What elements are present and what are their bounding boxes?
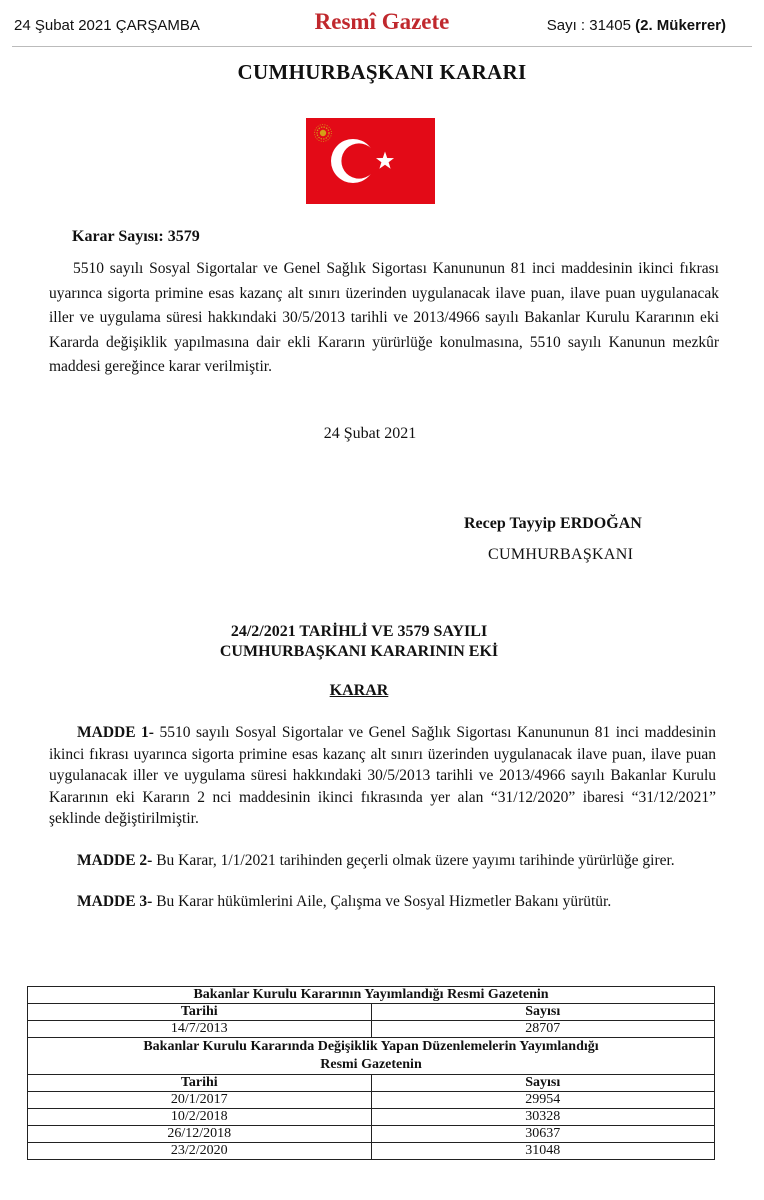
article-3-label: MADDE 3- bbox=[77, 893, 153, 910]
annex-heading: KARAR bbox=[329, 682, 389, 699]
annex-title bbox=[0, 622, 718, 662]
signer-title: CUMHURBAŞKANI bbox=[488, 546, 634, 563]
decision-number: Karar Sayısı: 3579 bbox=[72, 228, 200, 245]
table-header-row bbox=[28, 1004, 715, 1021]
header-date: 24 Şubat 2021 ÇARŞAMBA bbox=[14, 17, 200, 34]
col-date-header: Tarihi bbox=[28, 1004, 372, 1021]
section2-title-line1: Bakanlar Kurulu Kararında Değişiklik Yapan Düzenlemelerin Yayımlandığı bbox=[143, 1039, 599, 1054]
col-number-header: Sayısı bbox=[371, 1004, 715, 1021]
articles bbox=[49, 722, 716, 913]
header-divider bbox=[12, 46, 752, 47]
col-date-header-2: Tarihi bbox=[28, 1075, 372, 1092]
decision-intro bbox=[49, 257, 719, 380]
row-date: 23/2/2020 bbox=[28, 1143, 372, 1160]
annex-title-line1: 24/2/2021 TARİHLİ VE 3579 SAYILI bbox=[230, 623, 488, 640]
table-row bbox=[28, 1092, 715, 1109]
intro-paragraph: 5510 sayılı Sosyal Sigortalar ve Genel Sağlık Sigortası Kanununun 81 inci maddesinin ikinci fıkrası uyarınca sigorta primine esas kazanç alt sınırı üzerinden uygulanacak ilave puan, ilave puan uygulanacak iller ve uygulama süresi hakkındaki 30/5/2013 tarihli ve 2013/4966 sayılı Bakanlar Kurulu Kararının eki Kararda değişiklik yapılmasına dair ekli Kararın yürürlüğe konulmasına, 5510 sayılı Kanunun mezkûr maddesi gereğince karar verilmiştir. bbox=[49, 260, 719, 375]
row-number: 31048 bbox=[371, 1143, 715, 1160]
table-row bbox=[28, 1143, 715, 1160]
article-1-label: MADDE 1- bbox=[77, 724, 154, 741]
document-title: CUMHURBAŞKANI KARARI bbox=[237, 60, 527, 84]
table-header-row-2 bbox=[28, 1075, 715, 1092]
article-3 bbox=[49, 891, 716, 913]
col-number-header-2: Sayısı bbox=[371, 1075, 715, 1092]
turkish-flag-icon bbox=[306, 118, 435, 204]
annex-title-line2: CUMHURBAŞKANI KARARININ EKİ bbox=[219, 643, 499, 660]
article-1-text: 5510 sayılı Sosyal Sigortalar ve Genel Sağlık Sigortası Kanununun 81 inci maddesinin ikinci fıkrası uyarınca sigorta primine esas kazanç alt sınırı üzerinden uygulanacak ilave puan, ilave puan uygulanacak iller ve uygulama süresi hakkındaki 30/5/2013 tarihli ve 2013/4966 sayılı Bakanlar Kurulu Kararının eki Kararın 2 nci maddesinin ikinci fıkrasında yer alan “31/12/2020” ibaresi “31/12/2021” şeklinde değiştirilmiştir. bbox=[49, 724, 716, 827]
section2-title-line2: Resmi Gazetenin bbox=[320, 1057, 422, 1072]
signature-date: 24 Şubat 2021 bbox=[323, 425, 417, 442]
table-section2-title-row bbox=[28, 1038, 715, 1075]
signer-name: Recep Tayyip ERDOĞAN bbox=[464, 515, 642, 532]
row-number: 30328 bbox=[371, 1109, 715, 1126]
row-number: 28707 bbox=[371, 1021, 715, 1038]
section2-title bbox=[28, 1038, 715, 1075]
row-number: 30637 bbox=[371, 1126, 715, 1143]
table-row bbox=[28, 1109, 715, 1126]
section1-title: Bakanlar Kurulu Kararının Yayımlandığı Resmi Gazetenin bbox=[28, 987, 715, 1004]
gazette-title: Resmî Gazete bbox=[314, 9, 450, 34]
row-date: 20/1/2017 bbox=[28, 1092, 372, 1109]
gazette-header bbox=[0, 0, 764, 52]
table-section1-title-row bbox=[28, 987, 715, 1004]
issue-prefix: Sayı : 31405 bbox=[546, 17, 631, 34]
row-date: 10/2/2018 bbox=[28, 1109, 372, 1126]
row-number: 29954 bbox=[371, 1092, 715, 1109]
table-row bbox=[28, 1021, 715, 1038]
issue-suffix: (2. Mükerrer) bbox=[635, 17, 726, 34]
row-date: 26/12/2018 bbox=[28, 1126, 372, 1143]
issue-number bbox=[547, 17, 726, 34]
article-3-text: Bu Karar hükümlerini Aile, Çalışma ve Sosyal Hizmetler Bakanı yürütür. bbox=[152, 893, 612, 910]
table-row bbox=[28, 1126, 715, 1143]
row-date: 14/7/2013 bbox=[28, 1021, 372, 1038]
article-2 bbox=[49, 850, 716, 872]
article-2-text: Bu Karar, 1/1/2021 tarihinden geçerli olmak üzere yayımı tarihinde yürürlüğe girer. bbox=[152, 851, 675, 869]
article-2-label: MADDE 2- bbox=[77, 851, 153, 869]
crescent-inner bbox=[341, 143, 376, 178]
reference-table bbox=[27, 986, 715, 1160]
article-1 bbox=[49, 722, 716, 830]
